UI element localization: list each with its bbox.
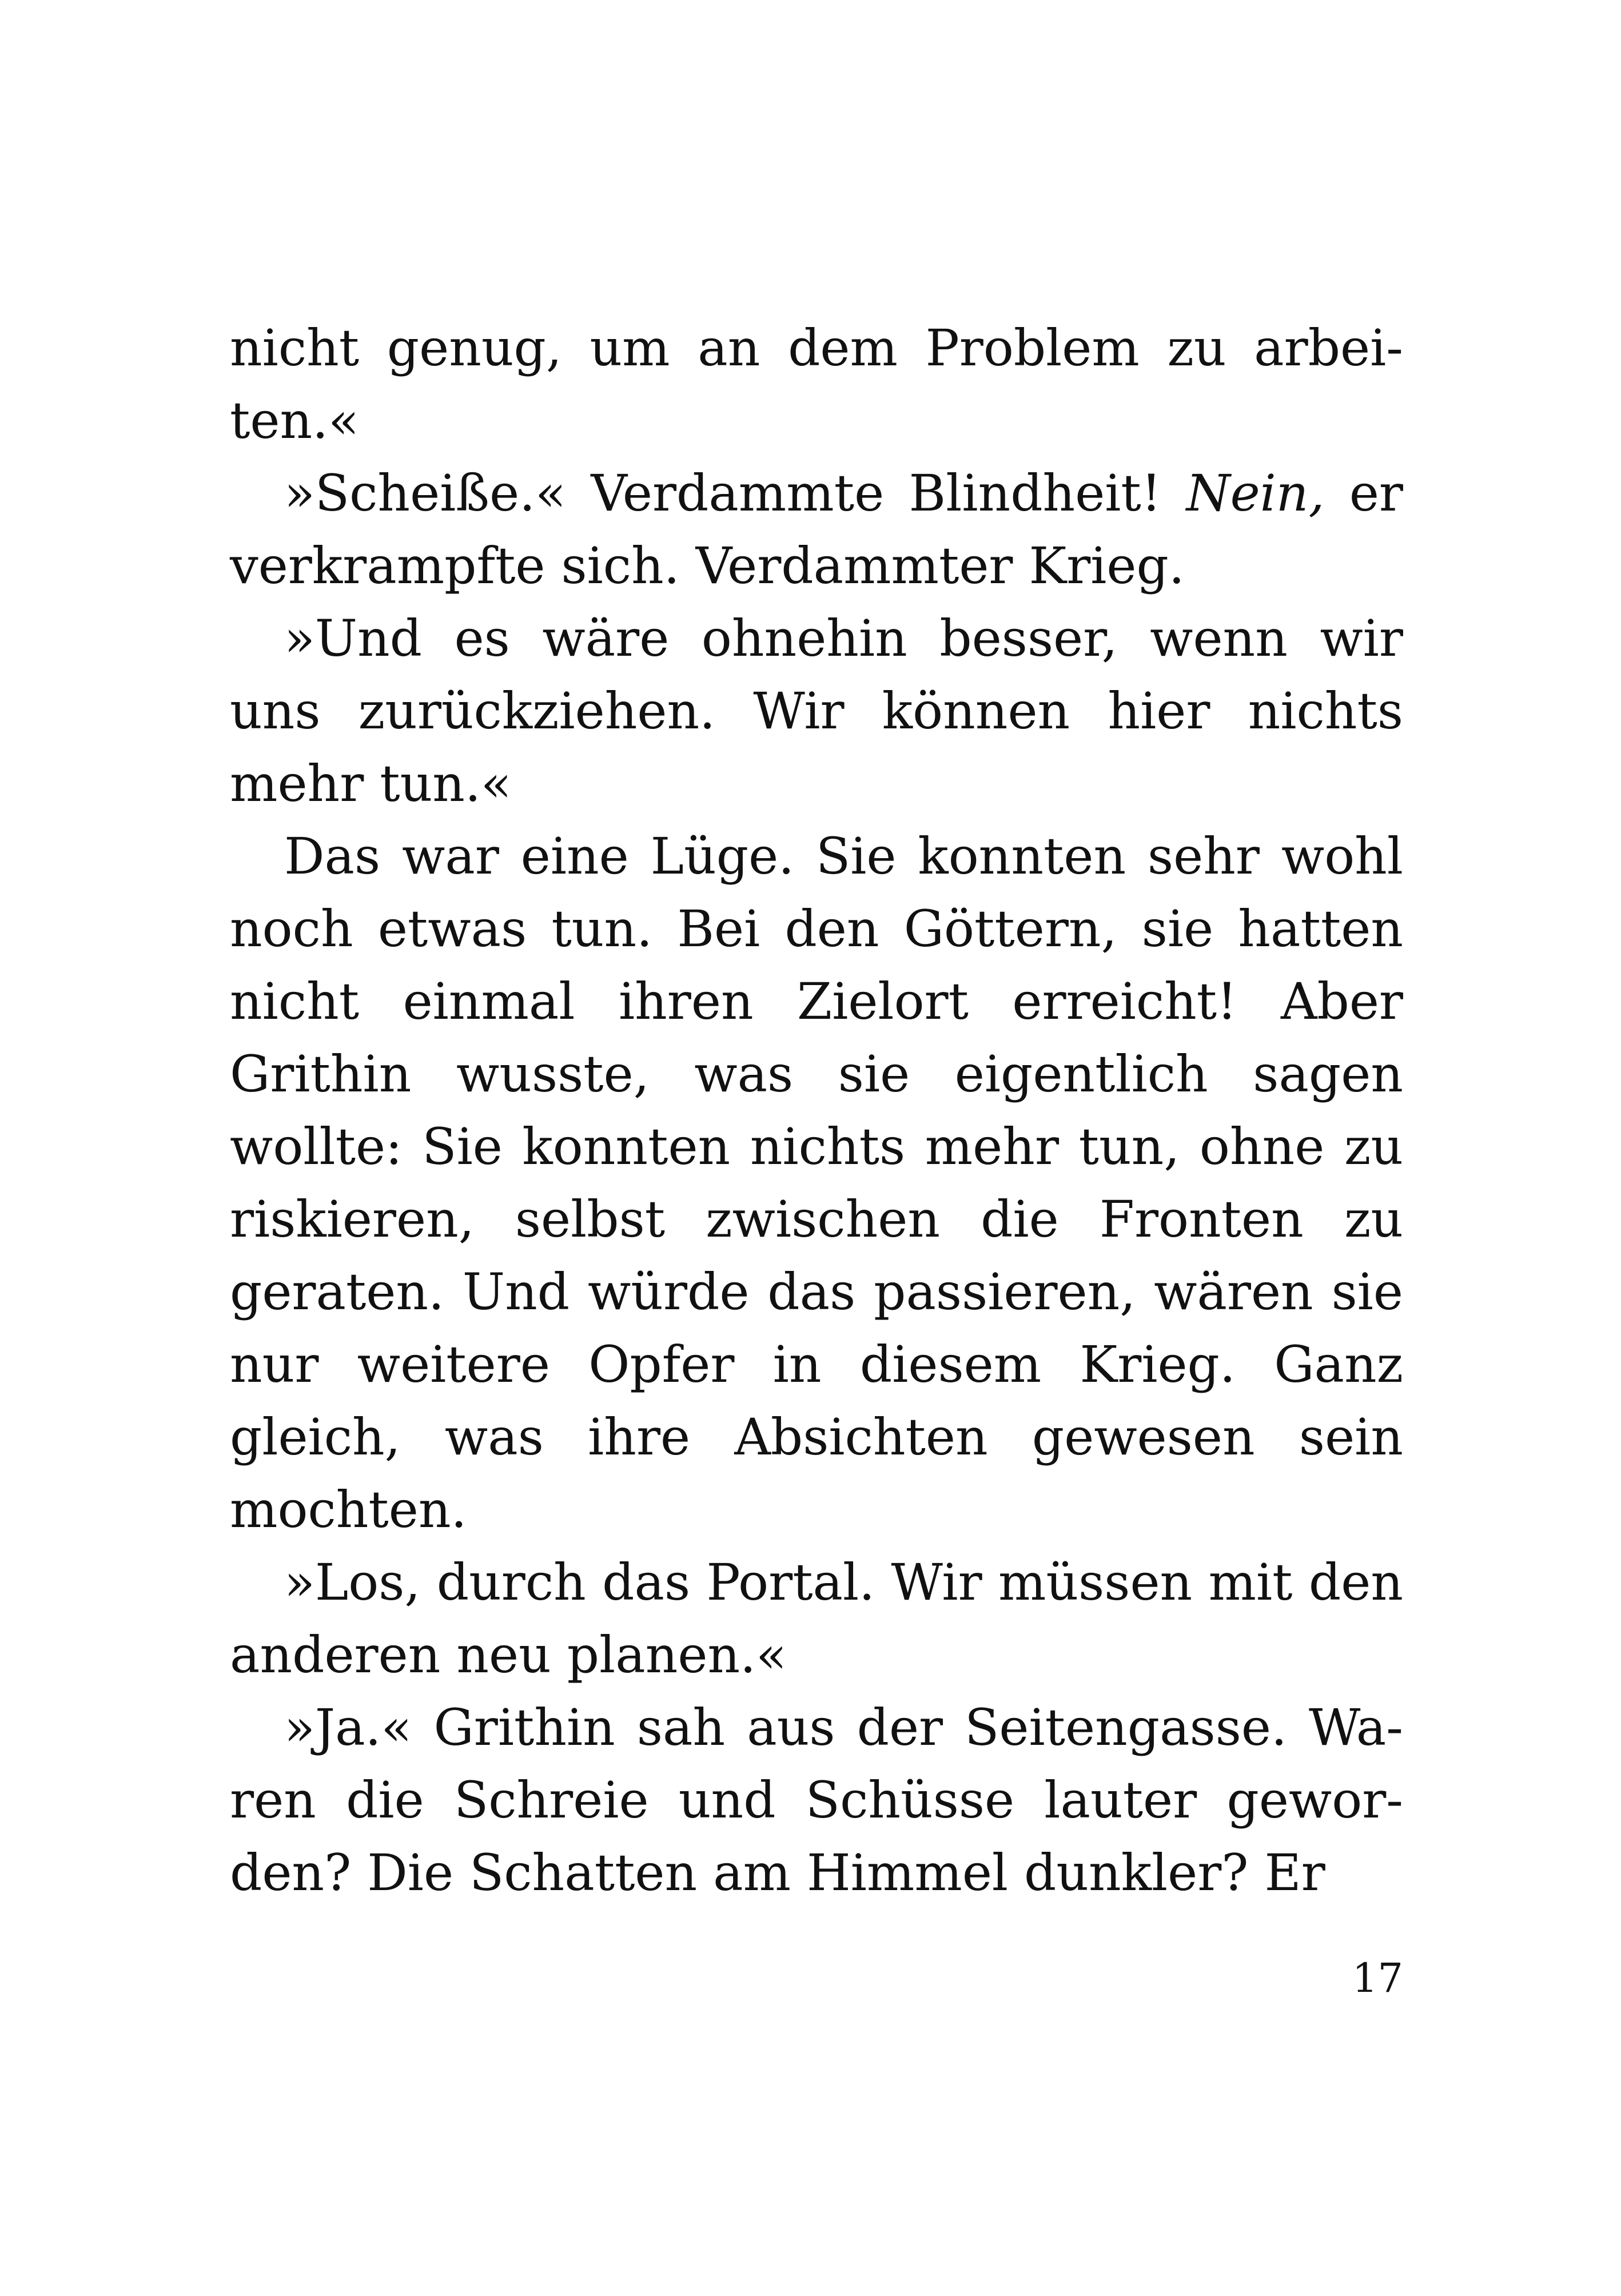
text-segment: »Und es wäre ohnehin besser, wenn wir uns zurückziehen. Wir können hier nichts mehr tun.« [230, 609, 1403, 813]
paragraph [230, 1691, 1403, 1909]
paragraph [230, 820, 1403, 1546]
text-segment: Das war eine Lüge. Sie konnten sehr wohl noch etwas tun. Bei den Göttern, sie hatten nicht einmal ihren Zielort erreicht! Aber Grithin wusste, was sie eigentlich sagen wollte: Sie konnten nichts mehr tun, ohne zu riskieren, selbst zwischen die Fronten zu geraten. Und würde das passieren, wären sie nur weitere Opfer in diesem Krieg. Ganz gleich, was ihre Absichten gewesen sein mochten. [230, 827, 1403, 1539]
paragraph [230, 312, 1403, 457]
paragraph [230, 602, 1403, 820]
text-segment: »Scheiße.« Verdammte Blindheit! [284, 464, 1186, 523]
italic-text: Nein, [1186, 464, 1325, 523]
paragraph [230, 457, 1403, 602]
page-number: 17 [1352, 1955, 1403, 2002]
body-text [230, 312, 1403, 1909]
text-segment: »Los, durch das Portal. Wir müssen mit den anderen neu planen.« [230, 1553, 1403, 1684]
paragraph [230, 1546, 1403, 1691]
text-segment: nicht genug, um an dem Problem zu arbei-ten.« [230, 318, 1403, 450]
text-segment: er verkrampfte sich. Verdammter Krieg. [230, 464, 1403, 595]
text-segment: »Ja.« Grithin sah aus der Seitengasse. Wa-ren die Schreie und Schüsse lauter gewor-den? Die Schatten am Himmel dunkler? Er [230, 1698, 1403, 1902]
